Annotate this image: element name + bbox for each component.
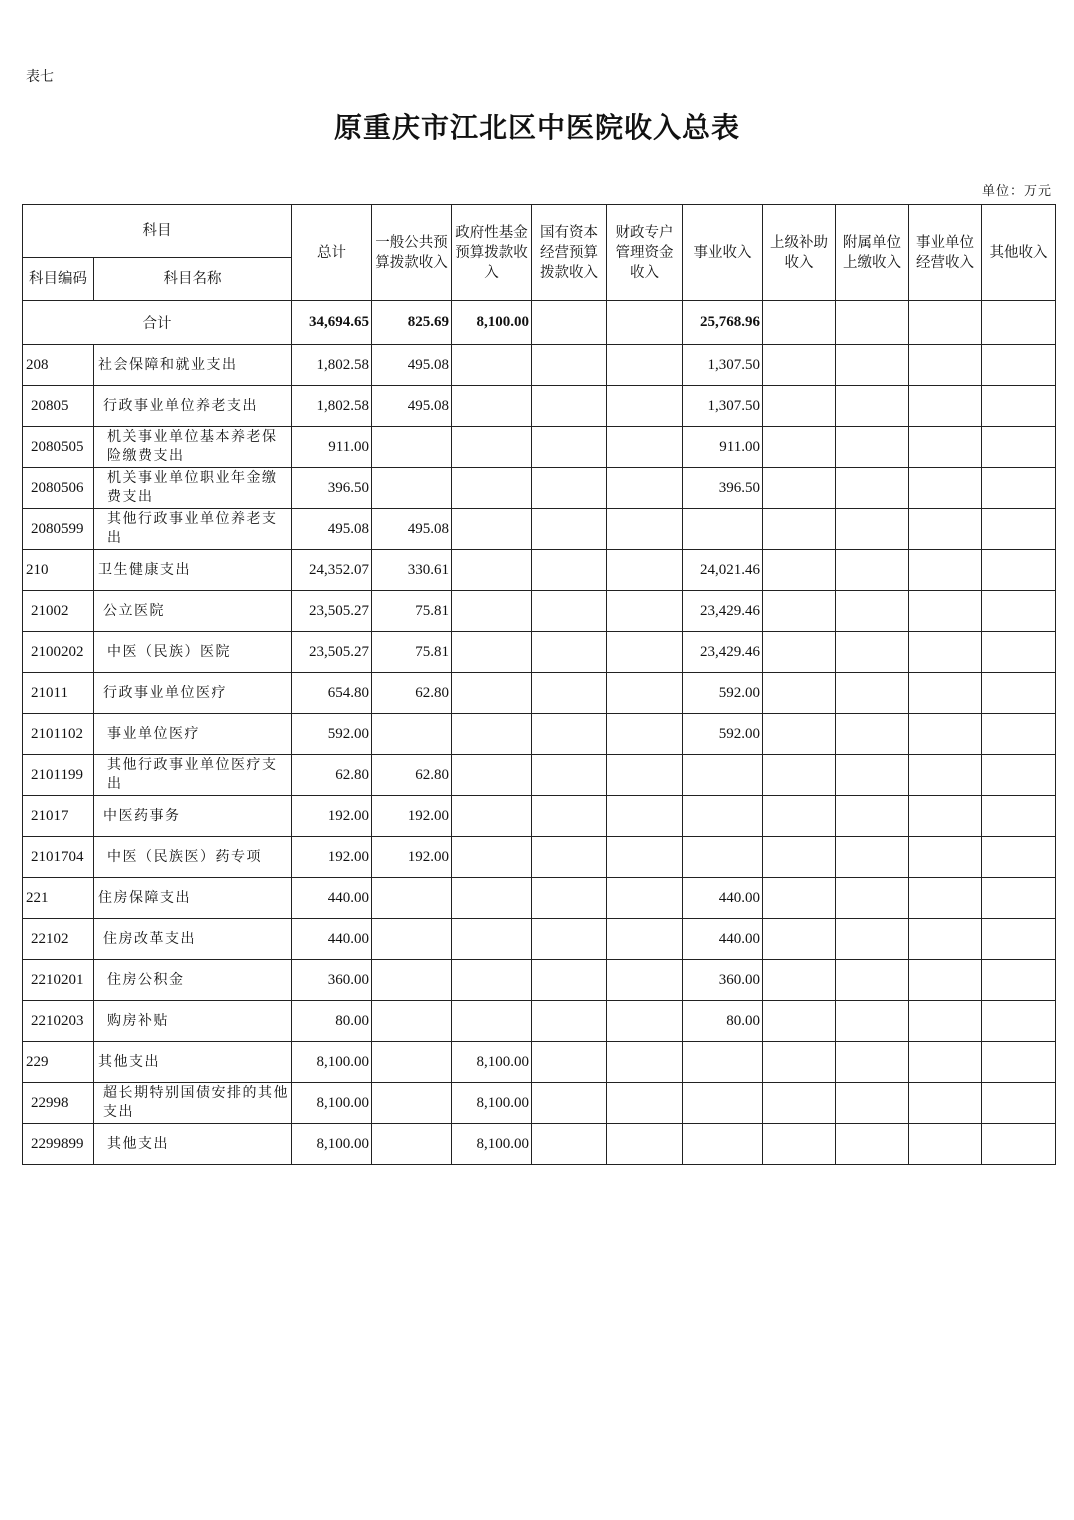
cell-value: 62.80 xyxy=(372,755,452,796)
cell-value: 495.08 xyxy=(372,509,452,550)
cell-value xyxy=(982,1042,1056,1083)
table-row xyxy=(23,837,1056,878)
cell-value xyxy=(607,919,683,960)
cell-value xyxy=(763,1042,836,1083)
total-value: 8,100.00 xyxy=(452,301,532,345)
subject-name: 中医（民族）医院 xyxy=(94,632,292,673)
unit-label: 单位：万元 xyxy=(981,184,1052,199)
header-code: 科目编码 xyxy=(23,258,94,301)
cell-value xyxy=(836,386,909,427)
cell-value: 80.00 xyxy=(683,1001,763,1042)
cell-value: 1,307.50 xyxy=(683,345,763,386)
total-value xyxy=(532,301,607,345)
cell-value xyxy=(607,632,683,673)
cell-value: 23,505.27 xyxy=(292,632,372,673)
table-number: 表七 xyxy=(26,69,54,85)
cell-value xyxy=(532,1124,607,1165)
cell-value: 62.80 xyxy=(372,673,452,714)
cell-value xyxy=(909,1042,982,1083)
cell-value xyxy=(982,632,1056,673)
cell-value xyxy=(763,673,836,714)
cell-value xyxy=(982,345,1056,386)
cell-value xyxy=(452,755,532,796)
cell-value xyxy=(452,591,532,632)
cell-value xyxy=(836,919,909,960)
cell-value: 330.61 xyxy=(372,550,452,591)
cell-value xyxy=(372,468,452,509)
subject-code: 2210203 xyxy=(23,1001,94,1042)
cell-value xyxy=(452,345,532,386)
cell-value xyxy=(607,386,683,427)
subject-name: 中医药事务 xyxy=(94,796,292,837)
cell-value xyxy=(836,591,909,632)
cell-value xyxy=(909,386,982,427)
cell-value xyxy=(836,796,909,837)
cell-value xyxy=(982,796,1056,837)
cell-value xyxy=(982,755,1056,796)
cell-value: 192.00 xyxy=(372,837,452,878)
cell-value: 192.00 xyxy=(292,837,372,878)
cell-value xyxy=(836,878,909,919)
total-value: 25,768.96 xyxy=(683,301,763,345)
table-row xyxy=(23,386,1056,427)
cell-value: 592.00 xyxy=(683,673,763,714)
cell-value xyxy=(452,878,532,919)
cell-value xyxy=(452,427,532,468)
table-row xyxy=(23,345,1056,386)
cell-value: 8,100.00 xyxy=(292,1083,372,1124)
cell-value: 592.00 xyxy=(292,714,372,755)
cell-value xyxy=(982,1124,1056,1165)
subject-name: 住房公积金 xyxy=(94,960,292,1001)
subject-name: 购房补贴 xyxy=(94,1001,292,1042)
cell-value xyxy=(452,632,532,673)
cell-value xyxy=(372,919,452,960)
cell-value xyxy=(763,386,836,427)
cell-value xyxy=(836,468,909,509)
table-row xyxy=(23,714,1056,755)
table-row xyxy=(23,878,1056,919)
cell-value xyxy=(836,550,909,591)
header-col: 一般公共预算拨款收入 xyxy=(372,205,452,301)
cell-value xyxy=(452,1001,532,1042)
cell-value xyxy=(982,468,1056,509)
table-row xyxy=(23,591,1056,632)
cell-value: 911.00 xyxy=(292,427,372,468)
cell-value xyxy=(763,878,836,919)
cell-value xyxy=(763,427,836,468)
subject-name: 中医（民族医）药专项 xyxy=(94,837,292,878)
table-row xyxy=(23,468,1056,509)
cell-value xyxy=(607,1124,683,1165)
header-col: 国有资本经营预算拨款收入 xyxy=(532,205,607,301)
cell-value xyxy=(372,1124,452,1165)
cell-value xyxy=(607,550,683,591)
header-name: 科目名称 xyxy=(94,258,292,301)
subject-code: 2210201 xyxy=(23,960,94,1001)
cell-value xyxy=(683,1083,763,1124)
cell-value xyxy=(836,1001,909,1042)
cell-value xyxy=(372,878,452,919)
subject-code: 20805 xyxy=(23,386,94,427)
cell-value xyxy=(982,714,1056,755)
cell-value xyxy=(763,1124,836,1165)
cell-value xyxy=(763,837,836,878)
cell-value xyxy=(763,714,836,755)
subject-name: 住房保障支出 xyxy=(94,878,292,919)
subject-name: 事业单位医疗 xyxy=(94,714,292,755)
cell-value xyxy=(909,796,982,837)
cell-value xyxy=(909,878,982,919)
cell-value xyxy=(532,673,607,714)
cell-value xyxy=(909,837,982,878)
cell-value xyxy=(909,919,982,960)
subject-code: 210 xyxy=(23,550,94,591)
cell-value xyxy=(683,1042,763,1083)
total-value: 825.69 xyxy=(372,301,452,345)
cell-value xyxy=(763,550,836,591)
subject-name: 机关事业单位基本养老保险缴费支出 xyxy=(94,427,292,468)
cell-value xyxy=(836,632,909,673)
cell-value xyxy=(836,714,909,755)
subject-code: 22998 xyxy=(23,1083,94,1124)
cell-value xyxy=(452,468,532,509)
subject-code: 21017 xyxy=(23,796,94,837)
cell-value xyxy=(836,837,909,878)
table-row xyxy=(23,1042,1056,1083)
cell-value xyxy=(909,591,982,632)
subject-name: 行政事业单位养老支出 xyxy=(94,386,292,427)
cell-value xyxy=(607,878,683,919)
header-col: 政府性基金预算拨款收入 xyxy=(452,205,532,301)
cell-value xyxy=(532,714,607,755)
total-row xyxy=(23,301,1056,345)
cell-value xyxy=(836,509,909,550)
cell-value xyxy=(372,960,452,1001)
total-value xyxy=(763,301,836,345)
table-row xyxy=(23,960,1056,1001)
cell-value xyxy=(909,427,982,468)
cell-value xyxy=(607,591,683,632)
cell-value xyxy=(607,345,683,386)
header-col: 上级补助收入 xyxy=(763,205,836,301)
cell-value xyxy=(982,550,1056,591)
cell-value: 192.00 xyxy=(292,796,372,837)
cell-value xyxy=(982,509,1056,550)
cell-value xyxy=(909,632,982,673)
cell-value: 8,100.00 xyxy=(292,1042,372,1083)
cell-value: 360.00 xyxy=(683,960,763,1001)
cell-value xyxy=(532,960,607,1001)
cell-value xyxy=(763,755,836,796)
cell-value xyxy=(836,1042,909,1083)
cell-value: 1,802.58 xyxy=(292,345,372,386)
cell-value xyxy=(982,919,1056,960)
header-col: 事业单位经营收入 xyxy=(909,205,982,301)
cell-value xyxy=(763,345,836,386)
cell-value xyxy=(452,509,532,550)
cell-value xyxy=(607,427,683,468)
subject-name: 社会保障和就业支出 xyxy=(94,345,292,386)
total-value xyxy=(909,301,982,345)
table-row xyxy=(23,632,1056,673)
cell-value xyxy=(532,1001,607,1042)
cell-value xyxy=(607,960,683,1001)
cell-value xyxy=(763,796,836,837)
cell-value xyxy=(836,427,909,468)
cell-value xyxy=(982,591,1056,632)
subject-code: 2101102 xyxy=(23,714,94,755)
cell-value xyxy=(532,550,607,591)
cell-value xyxy=(909,1083,982,1124)
subject-name: 机关事业单位职业年金缴费支出 xyxy=(94,468,292,509)
cell-value xyxy=(532,1042,607,1083)
cell-value: 495.08 xyxy=(372,345,452,386)
cell-value xyxy=(607,509,683,550)
income-table xyxy=(22,204,1056,1165)
cell-value xyxy=(452,714,532,755)
cell-value: 440.00 xyxy=(683,919,763,960)
table-row xyxy=(23,427,1056,468)
cell-value xyxy=(607,1083,683,1124)
header-col: 事业收入 xyxy=(683,205,763,301)
cell-value xyxy=(372,1042,452,1083)
cell-value xyxy=(607,837,683,878)
cell-value xyxy=(763,591,836,632)
cell-value: 23,505.27 xyxy=(292,591,372,632)
cell-value xyxy=(909,550,982,591)
table-row xyxy=(23,509,1056,550)
cell-value xyxy=(683,837,763,878)
cell-value xyxy=(607,755,683,796)
cell-value xyxy=(532,1083,607,1124)
cell-value xyxy=(909,960,982,1001)
cell-value: 24,352.07 xyxy=(292,550,372,591)
cell-value xyxy=(532,591,607,632)
cell-value: 1,307.50 xyxy=(683,386,763,427)
cell-value xyxy=(452,919,532,960)
page-title: 原重庆市江北区中医院收入总表 xyxy=(333,111,740,144)
cell-value xyxy=(836,345,909,386)
cell-value: 8,100.00 xyxy=(452,1042,532,1083)
cell-value xyxy=(763,919,836,960)
subject-name: 其他行政事业单位医疗支出 xyxy=(94,755,292,796)
cell-value xyxy=(607,1001,683,1042)
cell-value xyxy=(763,1001,836,1042)
cell-value xyxy=(763,632,836,673)
subject-code: 221 xyxy=(23,878,94,919)
cell-value xyxy=(982,427,1056,468)
subject-code: 2080599 xyxy=(23,509,94,550)
subject-name: 公立医院 xyxy=(94,591,292,632)
cell-value: 75.81 xyxy=(372,632,452,673)
table-row xyxy=(23,755,1056,796)
cell-value xyxy=(372,1001,452,1042)
cell-value xyxy=(909,345,982,386)
cell-value xyxy=(683,1124,763,1165)
subject-name: 其他行政事业单位养老支出 xyxy=(94,509,292,550)
cell-value xyxy=(532,468,607,509)
cell-value xyxy=(982,673,1056,714)
subject-name: 其他支出 xyxy=(94,1042,292,1083)
cell-value xyxy=(909,755,982,796)
subject-name: 卫生健康支出 xyxy=(94,550,292,591)
table-row xyxy=(23,550,1056,591)
cell-value: 654.80 xyxy=(292,673,372,714)
cell-value xyxy=(982,1083,1056,1124)
table-row xyxy=(23,1083,1056,1124)
cell-value xyxy=(607,796,683,837)
table-row xyxy=(23,1001,1056,1042)
total-value: 34,694.65 xyxy=(292,301,372,345)
cell-value xyxy=(372,714,452,755)
cell-value: 1,802.58 xyxy=(292,386,372,427)
cell-value xyxy=(763,468,836,509)
subject-code: 2080506 xyxy=(23,468,94,509)
total-value xyxy=(836,301,909,345)
total-value xyxy=(982,301,1056,345)
cell-value xyxy=(532,427,607,468)
cell-value xyxy=(372,1083,452,1124)
header-col: 财政专户管理资金收入 xyxy=(607,205,683,301)
cell-value: 24,021.46 xyxy=(683,550,763,591)
cell-value: 440.00 xyxy=(292,919,372,960)
cell-value: 360.00 xyxy=(292,960,372,1001)
cell-value xyxy=(452,550,532,591)
cell-value xyxy=(763,960,836,1001)
cell-value xyxy=(982,1001,1056,1042)
cell-value xyxy=(836,1124,909,1165)
cell-value: 440.00 xyxy=(292,878,372,919)
subject-name: 超长期特别国债安排的其他支出 xyxy=(94,1083,292,1124)
cell-value: 23,429.46 xyxy=(683,591,763,632)
table-row xyxy=(23,673,1056,714)
total-label: 合计 xyxy=(23,301,292,345)
cell-value: 75.81 xyxy=(372,591,452,632)
cell-value xyxy=(683,509,763,550)
subject-code: 21011 xyxy=(23,673,94,714)
cell-value: 911.00 xyxy=(683,427,763,468)
header-col: 总计 xyxy=(292,205,372,301)
cell-value xyxy=(532,386,607,427)
cell-value xyxy=(532,796,607,837)
cell-value: 8,100.00 xyxy=(452,1124,532,1165)
total-value xyxy=(607,301,683,345)
cell-value xyxy=(452,673,532,714)
cell-value xyxy=(532,919,607,960)
cell-value: 495.08 xyxy=(292,509,372,550)
cell-value xyxy=(836,673,909,714)
cell-value xyxy=(607,714,683,755)
cell-value xyxy=(982,960,1056,1001)
subject-name: 其他支出 xyxy=(94,1124,292,1165)
table-row xyxy=(23,796,1056,837)
cell-value xyxy=(452,837,532,878)
cell-value xyxy=(452,386,532,427)
cell-value xyxy=(982,386,1056,427)
header-subject: 科目 xyxy=(23,205,292,258)
cell-value xyxy=(763,509,836,550)
cell-value: 440.00 xyxy=(683,878,763,919)
cell-value xyxy=(683,755,763,796)
subject-code: 22102 xyxy=(23,919,94,960)
cell-value: 192.00 xyxy=(372,796,452,837)
cell-value xyxy=(532,345,607,386)
subject-name: 行政事业单位医疗 xyxy=(94,673,292,714)
subject-code: 21002 xyxy=(23,591,94,632)
subject-code: 2299899 xyxy=(23,1124,94,1165)
cell-value xyxy=(909,468,982,509)
cell-value xyxy=(982,878,1056,919)
subject-code: 229 xyxy=(23,1042,94,1083)
subject-code: 2100202 xyxy=(23,632,94,673)
cell-value xyxy=(683,796,763,837)
cell-value xyxy=(607,673,683,714)
cell-value xyxy=(607,1042,683,1083)
cell-value xyxy=(763,1083,836,1124)
cell-value xyxy=(836,960,909,1001)
cell-value xyxy=(532,837,607,878)
cell-value xyxy=(607,468,683,509)
cell-value: 80.00 xyxy=(292,1001,372,1042)
subject-code: 2101704 xyxy=(23,837,94,878)
cell-value xyxy=(532,509,607,550)
cell-value xyxy=(452,960,532,1001)
subject-code: 208 xyxy=(23,345,94,386)
header-col: 附属单位上缴收入 xyxy=(836,205,909,301)
header-col: 其他收入 xyxy=(982,205,1056,301)
cell-value xyxy=(452,796,532,837)
subject-code: 2101199 xyxy=(23,755,94,796)
cell-value xyxy=(532,878,607,919)
cell-value: 23,429.46 xyxy=(683,632,763,673)
cell-value xyxy=(909,1001,982,1042)
cell-value xyxy=(532,632,607,673)
cell-value xyxy=(982,837,1056,878)
cell-value: 8,100.00 xyxy=(292,1124,372,1165)
cell-value xyxy=(909,1124,982,1165)
cell-value xyxy=(909,714,982,755)
subject-name: 住房改革支出 xyxy=(94,919,292,960)
cell-value: 396.50 xyxy=(683,468,763,509)
cell-value xyxy=(909,673,982,714)
cell-value: 8,100.00 xyxy=(452,1083,532,1124)
subject-code: 2080505 xyxy=(23,427,94,468)
cell-value: 495.08 xyxy=(372,386,452,427)
cell-value xyxy=(372,427,452,468)
cell-value xyxy=(836,1083,909,1124)
table-row xyxy=(23,1124,1056,1165)
cell-value: 396.50 xyxy=(292,468,372,509)
cell-value xyxy=(909,509,982,550)
cell-value xyxy=(836,755,909,796)
cell-value: 592.00 xyxy=(683,714,763,755)
cell-value xyxy=(532,755,607,796)
cell-value: 62.80 xyxy=(292,755,372,796)
table-row xyxy=(23,919,1056,960)
